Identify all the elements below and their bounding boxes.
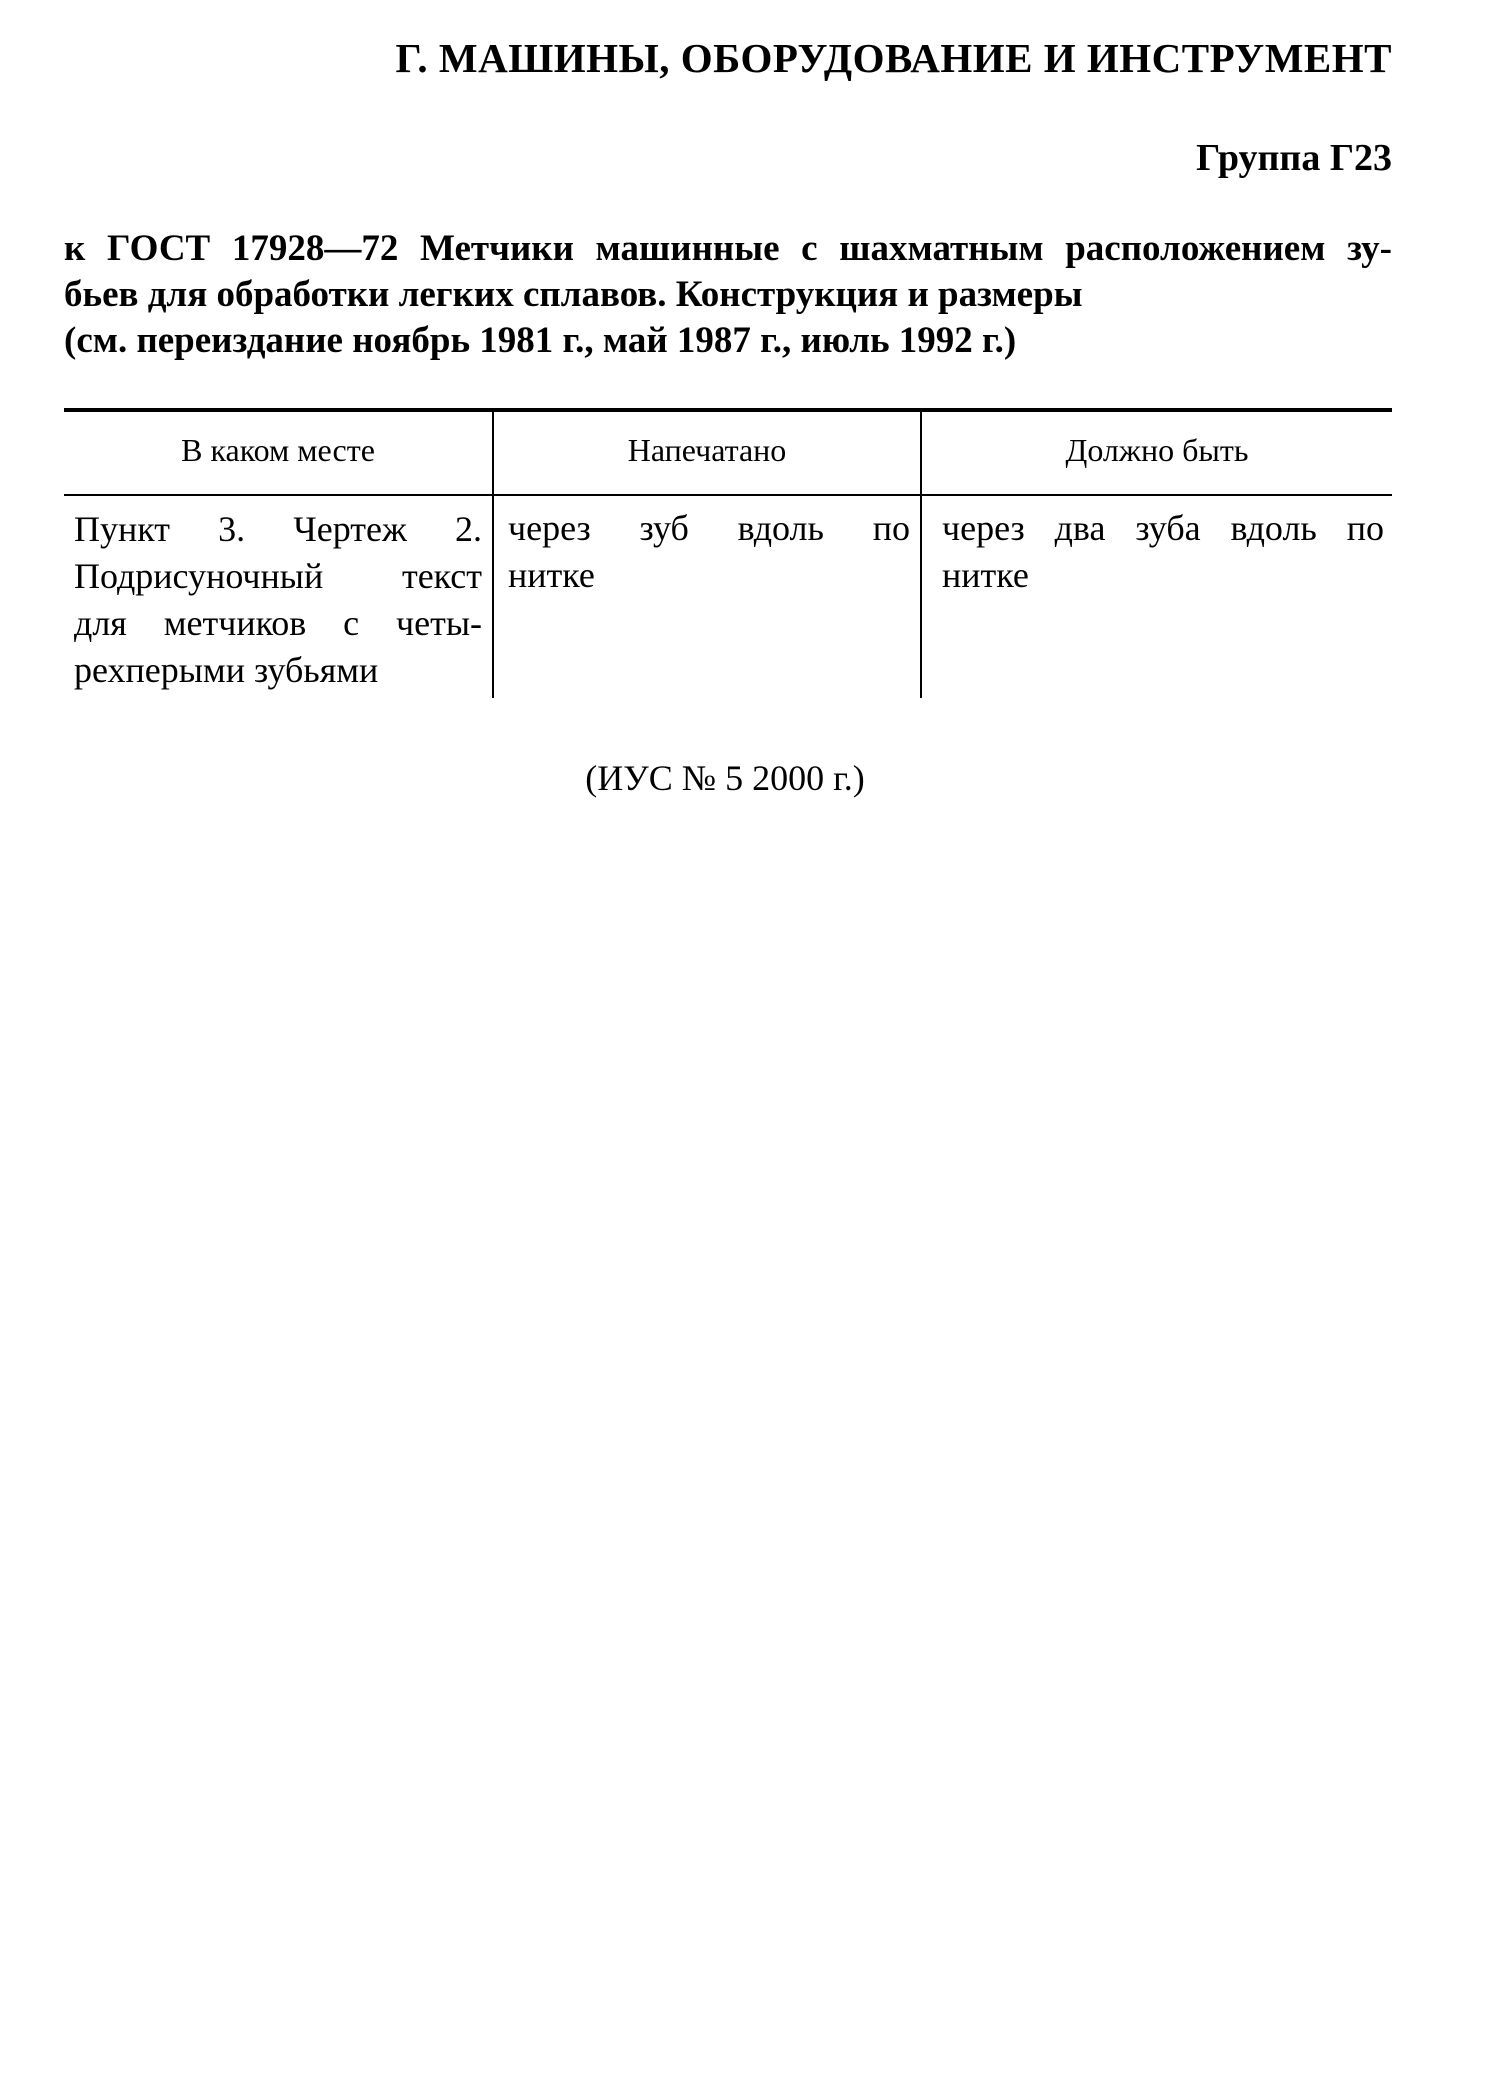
cell-line: Пункт 3. Чертеж 2. <box>74 509 482 549</box>
cell-line: нитке <box>942 555 1029 595</box>
header-should-be: Должно быть <box>1065 432 1249 468</box>
cell-line: для метчиков с четы- <box>74 603 482 643</box>
amendment-heading <box>64 226 1392 364</box>
header-location: В каком месте <box>181 432 375 468</box>
cell-should-be <box>942 505 1384 599</box>
footer-reference: (ИУС № 5 2000 г.) <box>585 758 865 798</box>
section-title: Г. МАШИНЫ, ОБОРУДОВАНИЕ И ИНСТРУМЕНТ <box>395 35 1392 81</box>
cell-location <box>74 506 482 694</box>
header-printed: Напечатано <box>627 432 787 468</box>
table-top-rule <box>64 408 1392 412</box>
table-header-rule <box>64 494 1392 496</box>
cell-line: через зуб вдоль по <box>508 508 910 548</box>
cell-line: рехперыми зубьями <box>74 650 379 690</box>
cell-line: Подрисуночный текст <box>74 556 482 596</box>
group-label: Группа Г23 <box>1196 137 1392 179</box>
amendment-heading-line: к ГОСТ 17928—72 Метчики машинные с шахматным расположением зу- <box>64 228 1392 269</box>
cell-printed <box>508 505 910 599</box>
correction-table <box>64 408 1392 698</box>
amendment-heading-line: бьев для обработки легких сплавов. Конструкция и размеры <box>64 274 1083 315</box>
cell-line: нитке <box>508 555 595 595</box>
amendment-heading-line: (см. переиздание ноябрь 1981 г., май 1987 г., июль 1992 г.) <box>64 320 1017 361</box>
cell-line: через два зуба вдоль по <box>942 508 1384 548</box>
